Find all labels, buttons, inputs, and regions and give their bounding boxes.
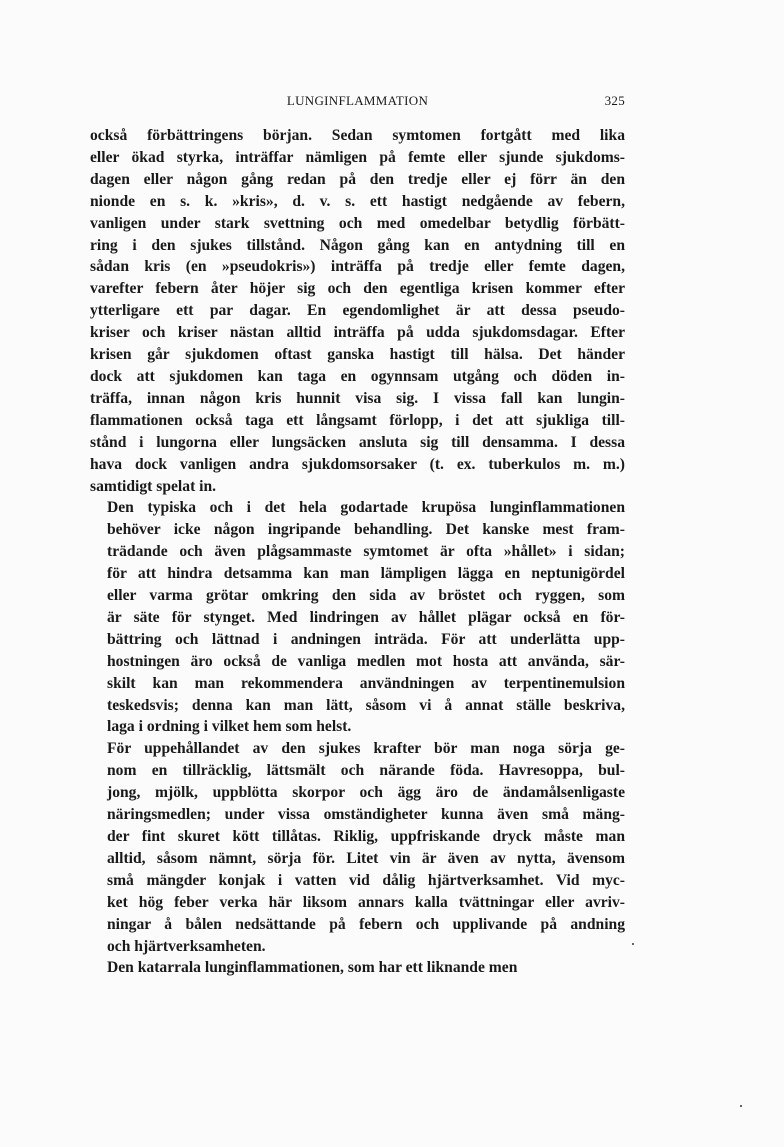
text-line: eller ökad styrka, inträffar nämligen på femte eller sjunde sjukdoms- xyxy=(90,148,625,166)
text-line: ytterligare ett par dagar. En egendomlighet är att dessa pseudo- xyxy=(90,302,625,320)
text-line: dock att sjukdomen kan taga en ogynnsam utgång och döden in- xyxy=(90,367,625,385)
print-speck xyxy=(632,943,634,945)
body-text xyxy=(90,125,625,979)
paragraph xyxy=(90,738,625,957)
text-line: stånd i lungorna eller lungsäcken ansluta sig till densamma. I dessa xyxy=(90,433,625,451)
text-line: är säte för stynget. Med lindringen av hållet plägar också en för- xyxy=(107,608,625,626)
text-line: för att hindra detsamma kan man lämpligen lägga en neptunigördel xyxy=(107,565,625,583)
text-line: också förbättringens början. Sedan symtomen fortgått med lika xyxy=(90,127,625,144)
text-line: ket hög feber verka här liksom annars kalla tvättningar eller avriv- xyxy=(107,893,625,911)
text-line: ningar å bålen nedsättande på febern och upplivande på andning xyxy=(107,915,625,933)
text-line: jong, mjölk, uppblötta skorpor och ägg äro de ändamålsenligaste xyxy=(107,784,625,802)
text-line: krisen går sjukdomen oftast ganska hastigt till hälsa. Det händer xyxy=(90,346,625,364)
paragraph xyxy=(90,125,625,497)
text-line: bättring och lättnad i andningen inträda. För att underlätta upp- xyxy=(107,630,625,648)
text-line: ring i den sjukes tillstånd. Någon gång kan en antydning till en xyxy=(90,236,625,254)
paragraph xyxy=(90,957,625,979)
text-line: laga i ordning i vilket hem som helst. xyxy=(107,718,352,736)
text-line: skilt kan man rekommendera användningen av terpentinemulsion xyxy=(107,674,625,692)
text-line: och hjärtverksamheten. xyxy=(107,937,266,955)
text-line: teskedsvis; denna kan man lätt, såsom vi å annat ställe beskriva, xyxy=(107,696,625,714)
text-line: flammationen också taga ett långsamt förlopp, i det att sjukliga till- xyxy=(90,411,625,429)
text-line: För uppehållandet av den sjukes krafter bör man noga sörja ge- xyxy=(107,740,625,758)
paragraph xyxy=(90,497,625,738)
text-line: der fint skuret kött tillåtas. Riklig, uppfriskande dryck måste man xyxy=(107,828,625,845)
page-number: 325 xyxy=(604,93,625,108)
text-line: behöver icke någon ingripande behandling. Det kanske mest fram- xyxy=(107,521,625,539)
text-line: alltid, såsom nämnt, sörja för. Litet vin är även av nytta, ävensom xyxy=(107,849,625,867)
running-header xyxy=(90,93,625,115)
text-line: sådan kris (en »pseudokris») inträffa på tredje eller femte dagen, xyxy=(90,258,625,276)
text-line: vanligen under stark svettning och med omedelbar betydlig förbätt- xyxy=(90,214,625,232)
text-line: Den katarrala lunginflammationen, som har ett liknande men xyxy=(107,959,518,977)
text-line: dagen eller någon gång redan på den tredje eller ej förr än den xyxy=(90,170,625,188)
text-line: samtidigt spelat in. xyxy=(90,477,217,495)
text-line: kriser och kriser nästan alltid inträffa på udda sjukdomsdagar. Efter xyxy=(90,324,625,342)
print-speck xyxy=(740,1105,742,1107)
text-line: träffa, innan någon kris hunnit visa sig. I vissa fall kan lungin- xyxy=(90,389,625,407)
text-line: små mängder konjak i vatten vid dålig hjärtverksamhet. Vid myc- xyxy=(107,871,625,889)
text-line: näringsmedlen; under vissa omständigheter kunna även små mäng- xyxy=(107,806,625,824)
text-line: hava dock vanligen andra sjukdomsorsaker (t. ex. tuberkulos m. m.) xyxy=(90,455,625,473)
text-line: eller varma grötar omkring den sida av bröstet och ryggen, som xyxy=(107,587,625,605)
running-title: LUNGINFLAMMATION xyxy=(286,93,429,108)
text-line: nom en tillräcklig, lättsmält och närande föda. Havresoppa, bul- xyxy=(107,762,625,780)
text-line: hostningen äro också de vanliga medlen mot hosta att använda, sär- xyxy=(107,652,625,670)
text-line: varefter febern åter höjer sig och den egentliga krisen kommer efter xyxy=(90,280,625,298)
text-line: trädande och även plågsammaste symtomet är ofta »hållet» i sidan; xyxy=(107,543,625,561)
text-line: Den typiska och i det hela godartade krupösa lunginflammationen xyxy=(107,499,625,517)
text-line: nionde en s. k. »kris», d. v. s. ett hastigt nedgående av febern, xyxy=(90,192,625,210)
